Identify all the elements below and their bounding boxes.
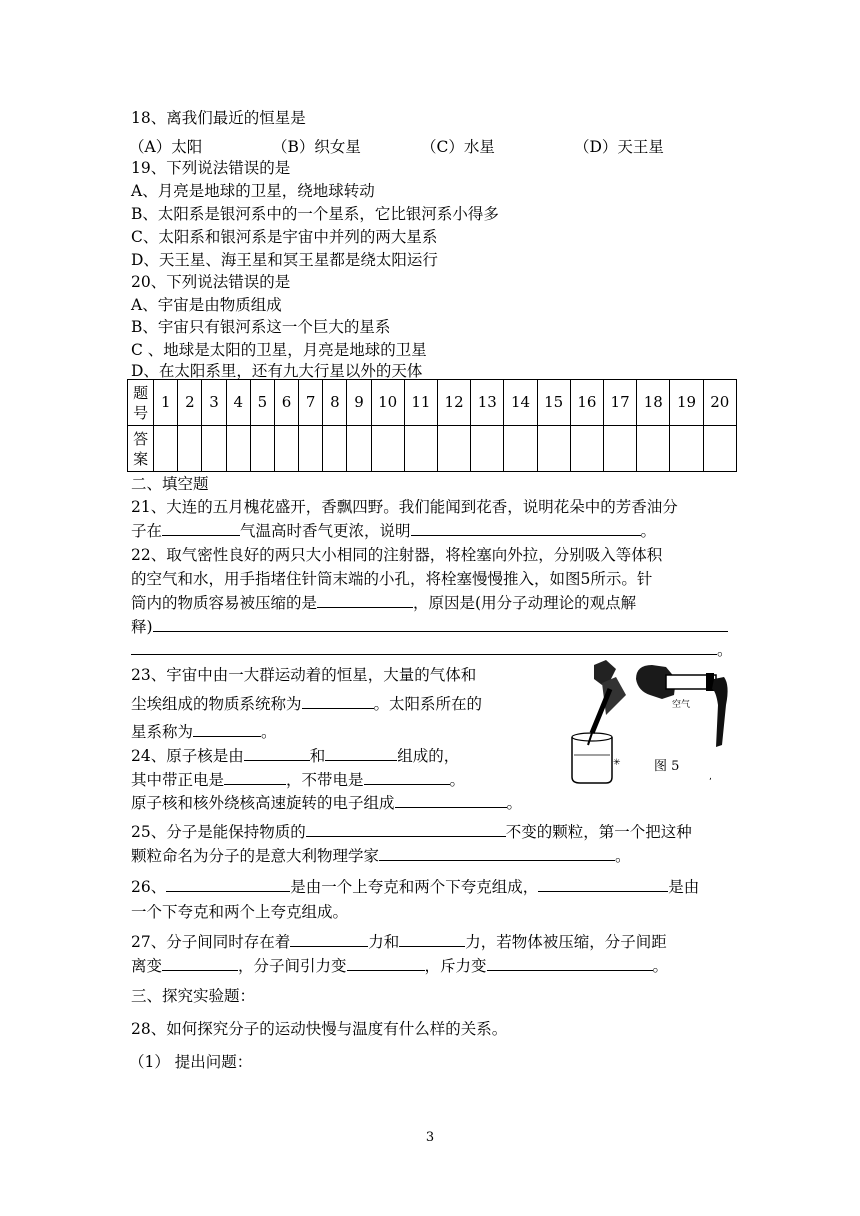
q18-option-a: （A）太阳 [129,138,203,156]
blank[interactable] [131,640,717,655]
q22-line-2: 的空气和水，用手指堵住针筒末端的小孔，将栓塞慢慢推入，如图5所示。针 [131,570,653,588]
q22-line-4: 释) [131,617,728,637]
question-number-cell: 5 [250,380,274,426]
answer-cell[interactable] [323,426,347,472]
answer-cell[interactable] [471,426,504,472]
blank[interactable] [317,593,413,608]
q22-line-3: 筒内的物质容易被压缩的是 ，原因是(用分子动理论的观点解 [131,594,637,612]
question-number-cell: 18 [637,380,670,426]
q18-option-c: （C）水星 [421,138,495,156]
svg-text:,: , [709,772,712,782]
blank[interactable] [347,956,425,971]
q27-line-1: 27、分子间同时存在着 力和 力，若物体被压缩，分子间距 [131,933,667,951]
blank[interactable] [395,793,507,808]
blank[interactable] [193,722,261,737]
answer-cell[interactable] [703,426,736,472]
q18-stem: 18、离我们最近的恒星是 [131,109,306,127]
question-number-cell: 6 [274,380,298,426]
q26-line-1: 26、 是由一个上夸克和两个下夸克组成， 是由 [131,878,700,896]
q24-line-1: 24、原子核是由 和 组成的， [131,747,460,765]
row-header-answer: 答 案 [128,426,154,472]
question-number-cell: 15 [537,380,570,426]
table-row-answers [128,426,737,472]
q19-option-b: B、太阳系是银河系中的一个星系，它比银河系小得多 [131,205,499,223]
blank[interactable] [399,932,465,947]
question-number-cell: 12 [437,380,470,426]
blank[interactable] [364,770,450,785]
syringe-illustration [566,655,736,785]
blank[interactable] [166,877,290,892]
answer-cell[interactable] [274,426,298,472]
q21-line-2: 子在 气温高时香气更浓，说明 。 [131,522,657,540]
answer-cell[interactable] [226,426,250,472]
q20-option-b: B、宇宙只有银河系这一个巨大的星系 [131,318,391,336]
q25-line-1: 25、分子是能保持物质的 不变的颗粒，第一个把这种 [131,823,692,841]
q19-option-a: A、月亮是地球的卫星，绕地球转动 [131,182,375,200]
q20-stem: 20、下列说法错误的是 [131,273,291,291]
q19-option-d: D、天王星、海王星和冥王星都是绕太阳运行 [131,251,438,269]
q18-option-d: （D）天王星 [574,138,664,156]
question-number-cell: 11 [404,380,437,426]
q28-stem: 28、如何探究分子的运动快慢与温度有什么样的关系。 [131,1020,508,1038]
blank[interactable] [162,521,240,536]
q22-line-5: 。 [131,640,733,660]
q19-stem: 19、下列说法错误的是 [131,159,291,177]
page-number: 3 [425,1130,435,1145]
blank[interactable] [325,746,397,761]
answer-cell[interactable] [250,426,274,472]
row-header-question-number: 题 号 [128,380,154,426]
q23-line-2: 尘埃组成的物质系统称为 。太阳系所在的 [131,695,483,713]
q25-line-2: 颗粒命名为分子的是意大利物理学家 。 [131,847,631,865]
answer-cell[interactable] [637,426,670,472]
blank[interactable] [162,956,238,971]
question-number-cell: 9 [347,380,371,426]
blank[interactable] [411,521,641,536]
question-number-cell: 10 [371,380,404,426]
answer-cell[interactable] [604,426,637,472]
section-2-heading: 二、填空题 [131,475,209,493]
blank[interactable] [379,846,615,861]
blank[interactable] [244,746,310,761]
question-number-cell: 8 [323,380,347,426]
question-number-cell: 7 [299,380,323,426]
answer-cell[interactable] [537,426,570,472]
q27-line-2: 离变 ，分子间引力变 ，斥力变 。 [131,957,669,975]
q24-line-3: 原子核和核外绕核高速旋转的电子组成 。 [131,794,523,812]
section-3-heading: 三、探究实验题： [131,987,256,1005]
question-number-cell: 20 [703,380,736,426]
answer-cell[interactable] [178,426,202,472]
q20-option-a: A、宇宙是由物质组成 [131,296,282,314]
q20-option-c: C 、地球是太阳的卫星，月亮是地球的卫星 [131,341,427,359]
answer-cell[interactable] [504,426,537,472]
question-number-cell: 17 [604,380,637,426]
blank[interactable] [153,617,728,632]
figure-label-air: 空气 [672,700,691,710]
figure-5-syringes [566,655,736,785]
q23-line-1: 23、宇宙中由一大群运动着的恒星，大量的气体和 [131,666,477,684]
question-number-cell: 16 [570,380,603,426]
blank[interactable] [290,932,368,947]
question-number-cell: 3 [202,380,226,426]
question-number-cell: 2 [178,380,202,426]
answer-cell[interactable] [202,426,226,472]
question-number-cell: 4 [226,380,250,426]
question-number-cell: 13 [471,380,504,426]
answer-table [127,379,737,472]
blank[interactable] [487,956,653,971]
answer-cell[interactable] [299,426,323,472]
q19-option-c: C、太阳系和银河系是宇宙中并列的两大星系 [131,228,438,246]
answer-cell[interactable] [437,426,470,472]
answer-cell[interactable] [670,426,703,472]
q21-line-1: 21、大连的五月槐花盛开，香飘四野。我们能闻到花香，说明花朵中的芳香油分 [131,498,678,516]
q20-option-d: D、在太阳系里，还有九大行星以外的天体 [131,362,423,380]
blank[interactable] [224,770,286,785]
q28-sub-1: （1） 提出问题： [129,1053,253,1071]
blank[interactable] [306,822,506,837]
blank[interactable] [538,877,668,892]
answer-cell[interactable] [154,426,178,472]
answer-cell[interactable] [347,426,371,472]
question-number-cell: 19 [670,380,703,426]
answer-cell[interactable] [570,426,603,472]
q24-line-2: 其中带正电是 ，不带电是 。 [131,771,466,789]
table-row-numbers [128,380,737,426]
answer-cell[interactable] [371,426,404,472]
q26-line-2: 一个下夸克和两个上夸克组成。 [131,903,349,921]
answer-cell[interactable] [404,426,437,472]
svg-text:✳: ✳ [613,758,621,768]
q22-line-1: 22、取气密性良好的两只大小相同的注射器，将栓塞向外拉，分别吸入等体积 [131,546,663,564]
question-number-cell: 1 [154,380,178,426]
q23-line-3: 星系称为 。 [131,723,277,741]
question-number-cell: 14 [504,380,537,426]
q18-option-b: （B）织女星 [272,138,361,156]
blank[interactable] [302,694,374,709]
figure-caption: 图 5 [654,759,680,774]
